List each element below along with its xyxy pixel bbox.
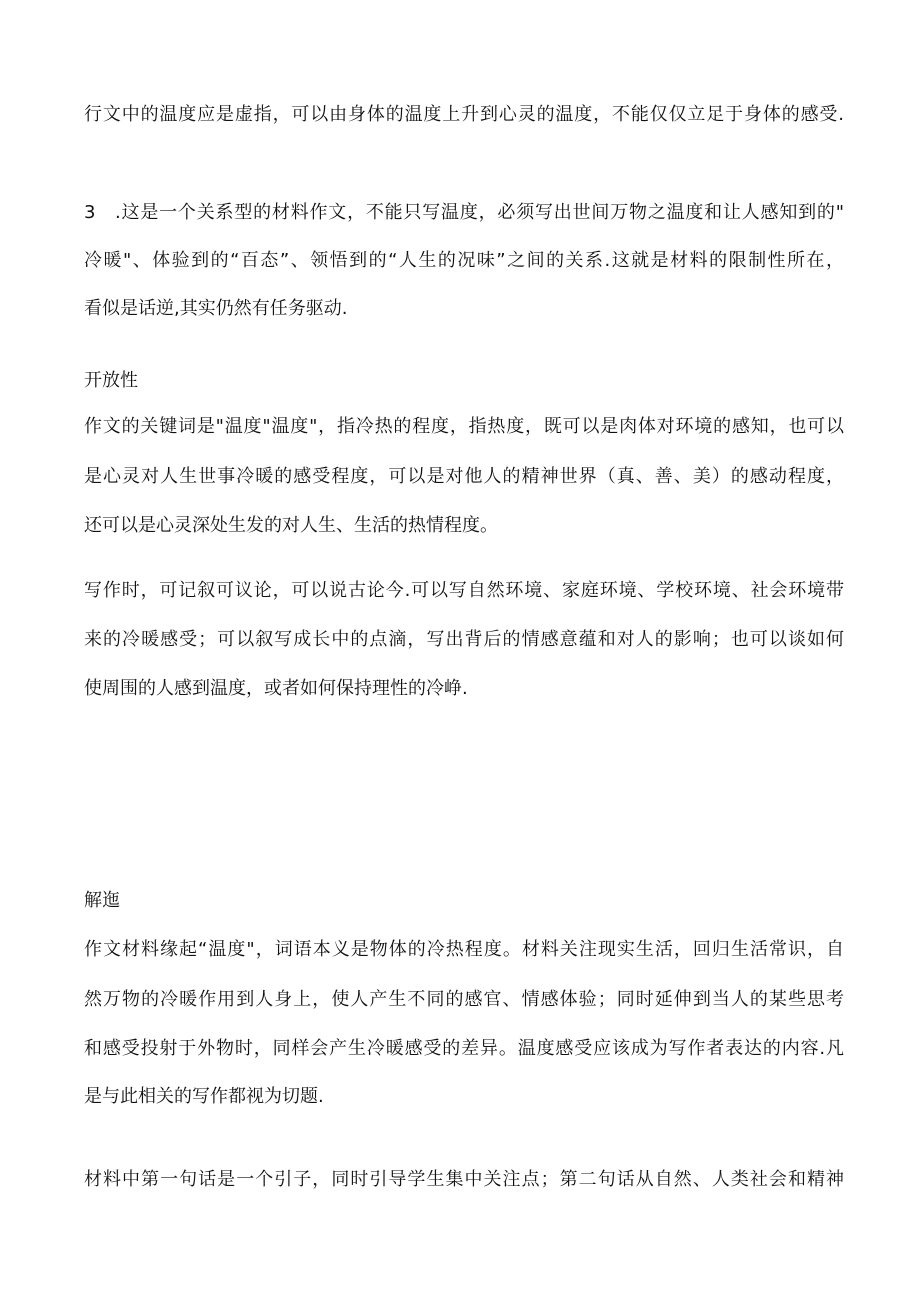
paragraph-5-line-1: 作文材料缘起“温度"，词语本义是物体的冷热程度。材料关注现实生活，回归生活常识，自 [84,939,844,960]
paragraph-3-line-1: 作文的关键词是"温度"温度"，指冷热的程度，指热度，既可以是肉体对环境的感知，也可以 [84,416,844,437]
paragraph-5-line-3: 和感受投射于外物时，同样会产生冷暖感受的差异。温度感受应该成为写作者表达的内容.凡 [84,1038,844,1059]
paragraph-3-line-2: 是心灵对人生世事冷暖的感受程度，可以是对他人的精神世界（真、善、美）的感动程度， [84,466,844,487]
paragraph-4-line-2: 来的冷暖感受；可以叙写成长中的点滴，写出背后的情感意蕴和对人的影响；也可以谈如何 [84,629,844,650]
heading-openness: 开放性 [84,370,138,391]
paragraph-4-line-3: 使周围的人感到温度，或者如何保持理性的冷峥. [84,678,468,699]
paragraph-5-line-4: 是与此相关的写作都视为切题. [84,1086,324,1107]
paragraph-1-line-1: 行文中的温度应是虚指，可以由身体的温度上升到心灵的温度，不能仅仅立足于身体的感受. [84,104,844,125]
paragraph-2-line-1: 3 .这是一个关系型的材料作文，不能只写温度，必须写出世间万物之温度和让人感知到的" [84,202,844,223]
paragraph-5-line-2: 然万物的冷暖作用到人身上，使人产生不同的感官、情感体验；同时延伸到当人的某些思考 [84,989,844,1010]
heading-analysis: 解迤 [84,890,120,911]
paragraph-6-line-1: 材料中第一句话是一个引子，同时引导学生集中关注点；第二句话从自然、人类社会和精神 [84,1169,844,1190]
paragraph-4-line-1: 写作时，可记叙可议论，可以说古论今.可以写自然环境、家庭环境、学校环境、社会环境带 [84,580,844,601]
paragraph-2-line-2: 冷暖"、体验到的“百态”、领悟到的“人生的况味”之间的关系.这就是材料的限制性所在， [84,250,844,271]
paragraph-3-line-3: 还可以是心灵深处生发的对人生、生活的热情程度。 [84,515,498,536]
paragraph-2-line-3: 看似是话逆,其实仍然有任务驱动. [84,298,348,319]
